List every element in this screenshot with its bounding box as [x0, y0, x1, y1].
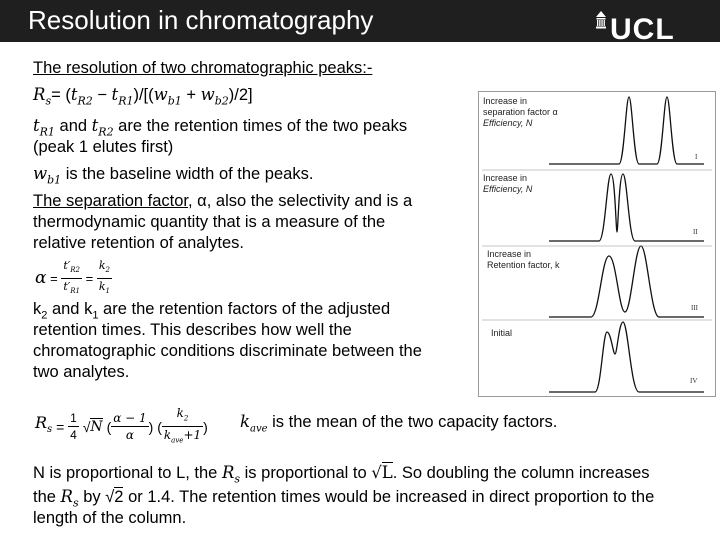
- chromatogram-figure: [478, 91, 716, 397]
- panel-3-roman: III: [691, 304, 698, 312]
- trace-panel-3: [549, 246, 704, 317]
- ucl-logo: [596, 8, 701, 40]
- resolution-formula: $R_s= (t_{R2} - t_{R1})/[(w_{b1} + w_{b2})/2]$: [33, 85, 253, 108]
- kave-line: $k_{ave}$ is the mean of the two capacity factors.: [240, 412, 558, 435]
- trace-panel-1: [549, 97, 704, 164]
- alpha-formula: α = $\frac{t'_{R2}}{t'_{R1}}$ = $\frac{k_2}{k_1}$: [35, 259, 110, 296]
- k-line-3: chromatographic conditions discriminate between the: [33, 342, 422, 360]
- k-line-2: retention times. This describes how well the: [33, 321, 352, 339]
- panel-4-roman: IV: [690, 377, 698, 385]
- relative-retention-line: relative retention of analytes.: [33, 234, 244, 252]
- panel-2-roman: II: [693, 228, 698, 236]
- n-line-2: the $R_s$ by √2 or 1.4. The retention times would be increased in direct proportion to the: [33, 487, 655, 510]
- trace-panel-2: [549, 174, 704, 241]
- peak1-note: (peak 1 elutes first): [33, 138, 174, 156]
- slide-title: Resolution in chromatography: [28, 5, 374, 35]
- intro-text: The resolution of two chromatographic peaks:-: [33, 59, 373, 77]
- panel-2-label: Increase in Efficiency, N: [483, 173, 533, 194]
- baseline-width-line: $w_{b1}$ is the baseline width of the peaks.: [33, 164, 314, 187]
- purnell-formula: $R_s$ = $\frac{1}{4}$ √N ( $\frac{\alpha - 1}{\alpha}$ ) ( $\frac{k_2}{k_{ave}+1}$ ): [35, 406, 208, 445]
- svg-text:UCL: UCL: [610, 13, 675, 40]
- k-line-1: $k_2$ and $k_1$ are the retention factors of the adjusted: [33, 300, 391, 322]
- n-line-3: length of the column.: [33, 509, 187, 527]
- k-line-4: two analytes.: [33, 363, 130, 381]
- panel-4-label: Initial: [491, 328, 513, 338]
- thermo-line: thermodynamic quantity that is a measure of the: [33, 213, 386, 231]
- separation-factor-line: The separation factor, α, also the selectivity and is a: [33, 192, 413, 210]
- panel-1-roman: I: [695, 153, 698, 161]
- trace-panel-4: [549, 322, 704, 392]
- panel-1-label: Increase in separation factor α Efficiency, N: [483, 96, 558, 128]
- retention-time-line: $t_{R1}$ and $t_{R2}$ are the retention times of the two peaks: [33, 116, 408, 139]
- title-bar: [0, 0, 720, 42]
- panel-3-label: Increase in Retention factor, k: [487, 249, 560, 270]
- n-line-1: N is proportional to L, the $R_s$ is proportional to √L. So doubling the column increases: [33, 463, 650, 486]
- chromatogram-traces: [479, 92, 715, 396]
